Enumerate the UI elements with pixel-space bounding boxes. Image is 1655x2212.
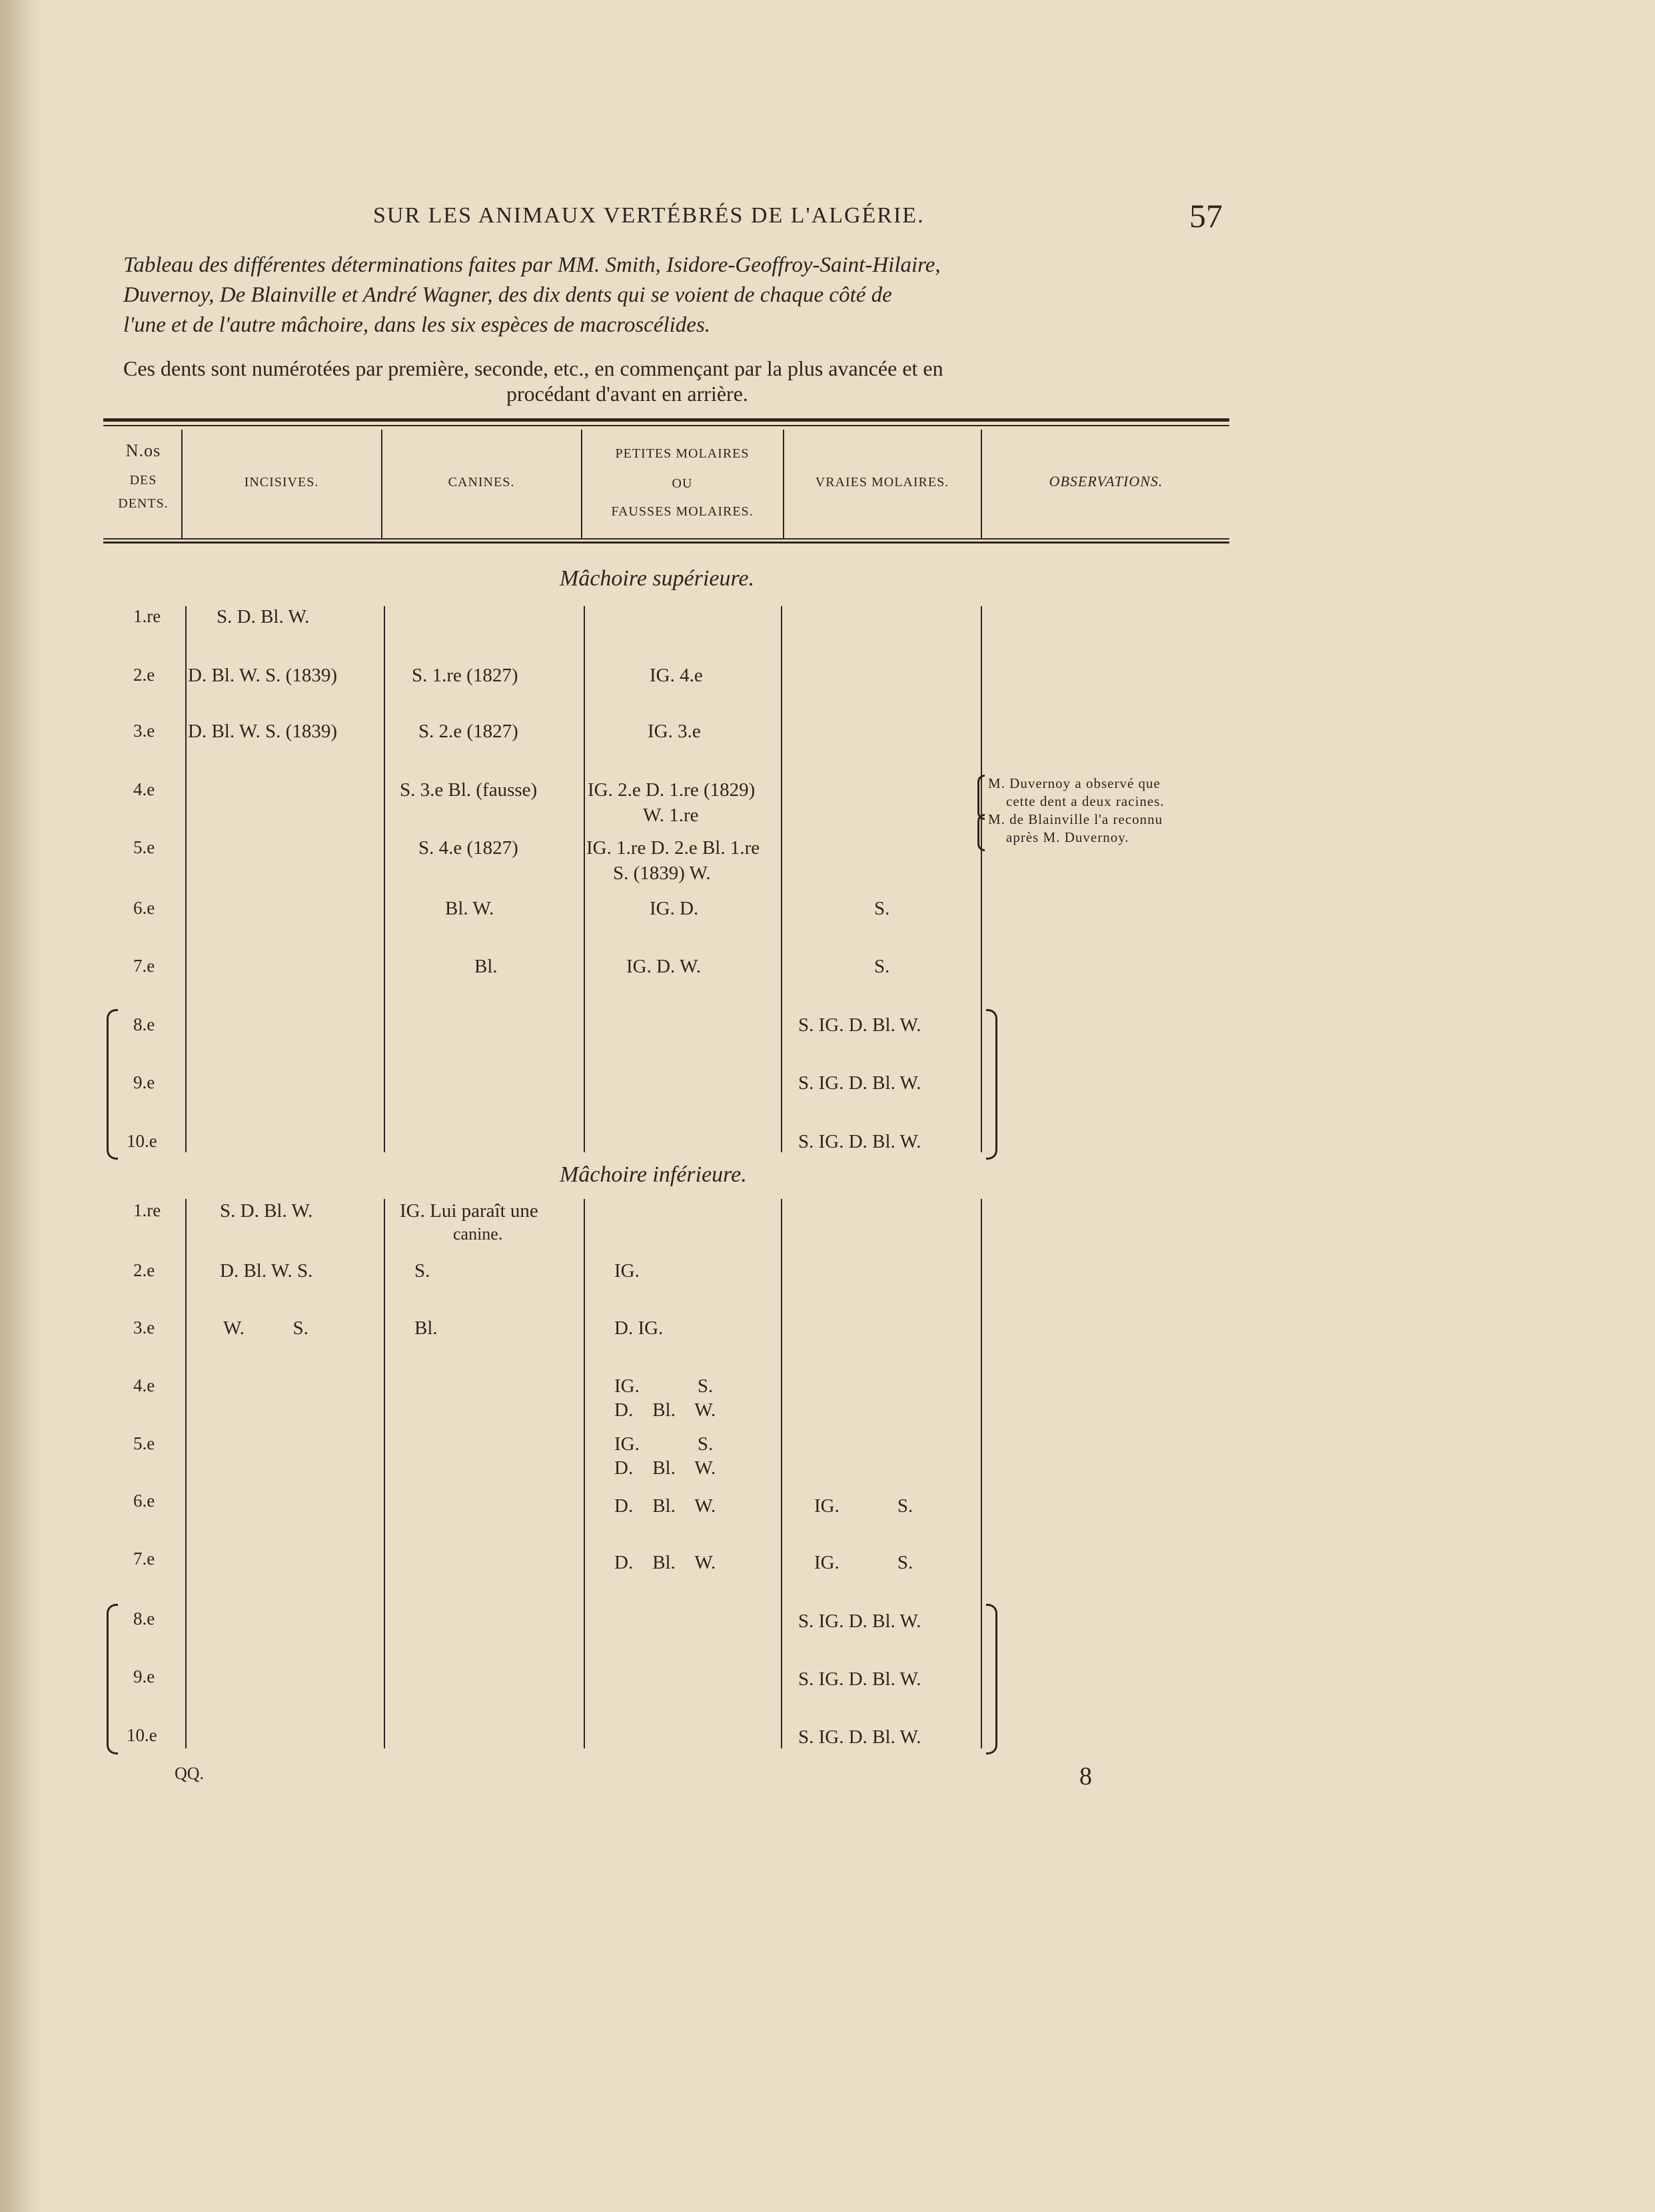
cell-vraies: S. IG. D. Bl. W. — [798, 1611, 921, 1632]
row-number: 10.e — [127, 1725, 157, 1745]
running-head: SUR LES ANIMAUX VERTÉBRÉS DE L'ALGÉRIE. — [373, 203, 925, 228]
cell-petites-line-2: D. Bl. W. — [614, 1399, 716, 1421]
column-line — [584, 606, 585, 1152]
observation-line-2: cette dent a deux racines. — [1006, 793, 1165, 809]
cell-vraies: S. IG. D. Bl. W. — [798, 1131, 921, 1152]
cell-petites-line-2: S. (1839) W. — [613, 863, 711, 884]
column-line — [384, 606, 385, 1152]
cell-vraies: IG. S. — [814, 1552, 913, 1573]
header-divider — [981, 430, 982, 540]
row-number: 3.e — [133, 1317, 155, 1337]
cell-canines: S. 2.e (1827) — [418, 721, 518, 742]
header-petites-2: OU — [672, 476, 693, 491]
row-number: 8.e — [133, 1609, 155, 1629]
table-top-rule-thin — [103, 425, 1229, 426]
cell-petites: IG. S. — [614, 1375, 714, 1397]
column-line — [781, 606, 782, 1152]
header-divider — [181, 430, 183, 540]
cell-vraies: S. IG. D. Bl. W. — [798, 1072, 921, 1094]
cell-incisives: S. D. Bl. W. — [217, 606, 310, 627]
cell-petites: IG. D. — [650, 898, 699, 919]
row-number: 4.e — [133, 779, 155, 799]
header-observations: OBSERVATIONS. — [1049, 473, 1163, 490]
cell-vraies: S. IG. D. Bl. W. — [798, 1726, 921, 1748]
header-incisives: INCISIVES. — [244, 475, 319, 490]
obs-bracket — [977, 775, 985, 820]
row-number: 7.e — [133, 1549, 155, 1569]
cell-petites: D. Bl. W. — [614, 1495, 716, 1517]
header-num-des: DES — [129, 473, 157, 488]
header-num: N.os — [125, 441, 161, 460]
row-number: 9.e — [133, 1666, 155, 1686]
row-number: 1.re — [133, 1200, 161, 1220]
cell-petites: D. Bl. W. — [614, 1552, 716, 1573]
cell-canines: S. — [414, 1260, 430, 1282]
table-title-line-1: Tableau des différentes déterminations faites par MM. Smith, Isidore-Geoffroy-Saint-Hilaire, — [123, 253, 941, 277]
cell-canines: Bl. — [414, 1317, 438, 1339]
table-title-line-3: l'une et de l'autre mâchoire, dans les six espèces de macroscélides. — [123, 313, 711, 337]
cell-vraies: S. — [874, 898, 890, 919]
column-line — [981, 606, 982, 1152]
cell-incisives: D. Bl. W. S. (1839) — [188, 721, 337, 742]
header-vraies: VRAIES MOLAIRES. — [815, 475, 949, 490]
row-number: 5.e — [133, 837, 155, 857]
header-num-dents: DENTS. — [118, 496, 169, 511]
cell-incisives: D. Bl. W. S. (1839) — [188, 665, 337, 686]
cell-vraies: IG. S. — [814, 1495, 913, 1517]
row-number: 5.e — [133, 1433, 155, 1453]
cell-canines-line-2: canine. — [453, 1224, 503, 1244]
left-brace — [107, 1009, 118, 1160]
cell-canines: Bl. W. — [445, 898, 494, 919]
intro-line-1: Ces dents sont numérotées par première, seconde, etc., en commençant par la plus avancée et en — [123, 356, 943, 380]
right-brace — [986, 1009, 997, 1160]
observation-line-3: M. de Blainville l'a reconnu — [988, 811, 1163, 827]
cell-incisives: D. Bl. W. S. — [220, 1260, 313, 1282]
cell-petites: D. IG. — [614, 1317, 664, 1339]
row-number: 7.e — [133, 956, 155, 976]
right-brace — [986, 1604, 997, 1754]
row-number: 4.e — [133, 1375, 155, 1395]
cell-canines: IG. Lui paraît une — [400, 1200, 538, 1222]
cell-canines: Bl. — [474, 956, 498, 977]
folio-number: 8 — [1079, 1762, 1092, 1790]
row-number: 6.e — [133, 898, 155, 918]
cell-petites: IG. 2.e D. 1.re (1829) — [588, 779, 756, 801]
cell-canines: S. 4.e (1827) — [418, 837, 518, 859]
column-line — [981, 1199, 982, 1748]
cell-canines: S. 3.e Bl. (fausse) — [400, 779, 538, 801]
cell-petites-line-2: W. 1.re — [643, 805, 699, 826]
cell-canines: S. 1.re (1827) — [412, 665, 518, 686]
column-line — [185, 1199, 187, 1748]
cell-vraies: S. — [874, 956, 890, 977]
observation-line-4: après M. Duvernoy. — [1006, 829, 1129, 845]
cell-petites-line-2: D. Bl. W. — [614, 1457, 716, 1479]
header-divider — [381, 430, 382, 540]
section-title-upper: Mâchoire supérieure. — [560, 566, 755, 591]
row-number: 9.e — [133, 1072, 155, 1092]
observation-line-1: M. Duvernoy a observé que — [988, 775, 1161, 791]
cell-incisives: S. D. Bl. W. — [220, 1200, 313, 1222]
header-bottom-rule — [103, 538, 1229, 540]
column-line — [781, 1199, 782, 1748]
cell-petites: IG. 4.e — [650, 665, 703, 686]
cell-petites: IG. D. W. — [626, 956, 701, 977]
header-divider — [581, 430, 582, 540]
row-number: 8.e — [133, 1014, 155, 1034]
header-bottom-rule-thick — [103, 542, 1229, 544]
cell-vraies: S. IG. D. Bl. W. — [798, 1668, 921, 1690]
obs-bracket — [977, 814, 985, 851]
cell-petites: IG. — [614, 1260, 640, 1282]
row-number: 3.e — [133, 721, 155, 741]
header-petites-3: FAUSSES MOLAIRES. — [611, 504, 754, 519]
page-number: 57 — [1189, 197, 1223, 234]
left-brace — [107, 1604, 118, 1754]
cell-incisives: W. S. — [223, 1317, 308, 1339]
cell-petites: IG. S. — [614, 1433, 714, 1455]
cell-petites: IG. 1.re D. 2.e Bl. 1.re — [586, 837, 760, 859]
column-line — [185, 606, 187, 1152]
table-title-line-2: Duvernoy, De Blainville et André Wagner, des dix dents qui se voient de chaque côté de — [123, 283, 892, 307]
column-line — [384, 1199, 385, 1748]
row-number: 2.e — [133, 1260, 155, 1280]
row-number: 2.e — [133, 665, 155, 685]
intro-line-2: procédant d'avant en arrière. — [506, 382, 748, 406]
page-binding-shadow — [0, 0, 40, 2212]
table-top-rule — [103, 418, 1229, 422]
row-number: 6.e — [133, 1491, 155, 1511]
cell-petites: IG. 3.e — [648, 721, 701, 742]
header-petites-1: PETITES MOLAIRES — [615, 446, 750, 461]
header-divider — [783, 430, 784, 540]
cell-vraies: S. IG. D. Bl. W. — [798, 1014, 921, 1036]
column-line — [584, 1199, 585, 1748]
row-number: 1.re — [133, 606, 161, 626]
header-canines: CANINES. — [448, 475, 515, 490]
signature-mark: QQ. — [175, 1764, 205, 1783]
section-title-lower: Mâchoire inférieure. — [560, 1162, 747, 1187]
row-number: 10.e — [127, 1131, 157, 1151]
